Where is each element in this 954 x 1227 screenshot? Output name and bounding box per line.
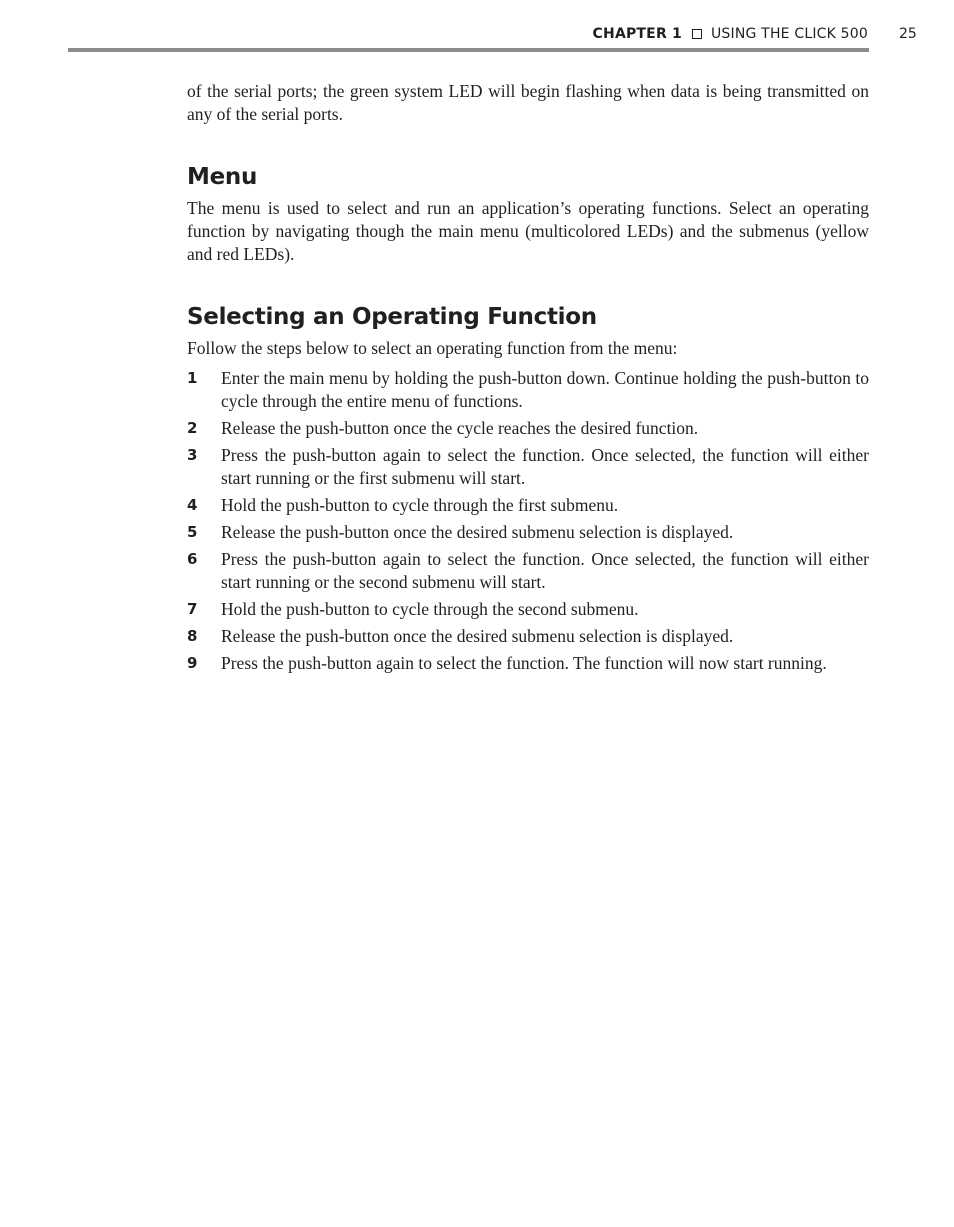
chapter-label: CHAPTER 1	[592, 26, 682, 42]
step-number: 4	[187, 496, 198, 514]
step-number: 2	[187, 419, 198, 437]
step-text: Press the push-button again to select the function. Once selected, the function will either start running or the first submenu will start.	[221, 445, 869, 488]
step-number: 9	[187, 654, 198, 672]
list-item	[187, 521, 869, 544]
step-text: Press the push-button again to select the function. The function will now start running.	[221, 653, 827, 673]
step-text: Release the push-button once the desired submenu selection is displayed.	[221, 626, 734, 646]
list-item	[187, 417, 869, 440]
list-item	[187, 494, 869, 517]
step-number: 6	[187, 550, 198, 568]
header-chapter-info	[593, 26, 868, 42]
step-number: 8	[187, 627, 198, 645]
list-item	[187, 444, 869, 490]
list-item	[187, 625, 869, 648]
steps-list	[187, 367, 869, 675]
page-number: 25	[899, 26, 917, 42]
selecting-intro: Follow the steps below to select an operating function from the menu:	[187, 338, 678, 358]
header-rule	[68, 48, 869, 52]
step-text: Release the push-button once the cycle reaches the desired function.	[221, 418, 699, 438]
step-text: Release the push-button once the desired submenu selection is displayed.	[221, 522, 734, 542]
menu-paragraph: The menu is used to select and run an application’s operating functions. Select an operating function by navigating though the main menu (multicolored LEDs) and the submenus (yellow and red LEDs).	[187, 198, 869, 264]
step-text: Hold the push-button to cycle through the second submenu.	[221, 599, 639, 619]
page-content	[187, 80, 869, 679]
list-item	[187, 652, 869, 675]
chapter-title: USING THE CLICK 500	[710, 26, 868, 42]
list-item	[187, 598, 869, 621]
step-text: Enter the main menu by holding the push-button down. Continue holding the push-button to cycle through the entire menu of functions.	[221, 368, 869, 411]
step-number: 1	[187, 369, 198, 387]
step-number: 7	[187, 600, 198, 618]
step-text: Hold the push-button to cycle through the first submenu.	[221, 495, 619, 515]
selecting-heading: Selecting an Operating Function	[187, 304, 597, 330]
separator-box-icon	[692, 29, 702, 39]
list-item	[187, 367, 869, 413]
running-header	[68, 26, 868, 46]
intro-paragraph: of the serial ports; the green system LED will begin flashing when data is being transmitted on any of the serial ports.	[187, 81, 869, 124]
list-item	[187, 548, 869, 594]
step-number: 3	[187, 446, 198, 464]
menu-heading: Menu	[187, 164, 258, 190]
step-text: Press the push-button again to select the function. Once selected, the function will either start running or the second submenu will start.	[221, 549, 869, 592]
step-number: 5	[187, 523, 198, 541]
